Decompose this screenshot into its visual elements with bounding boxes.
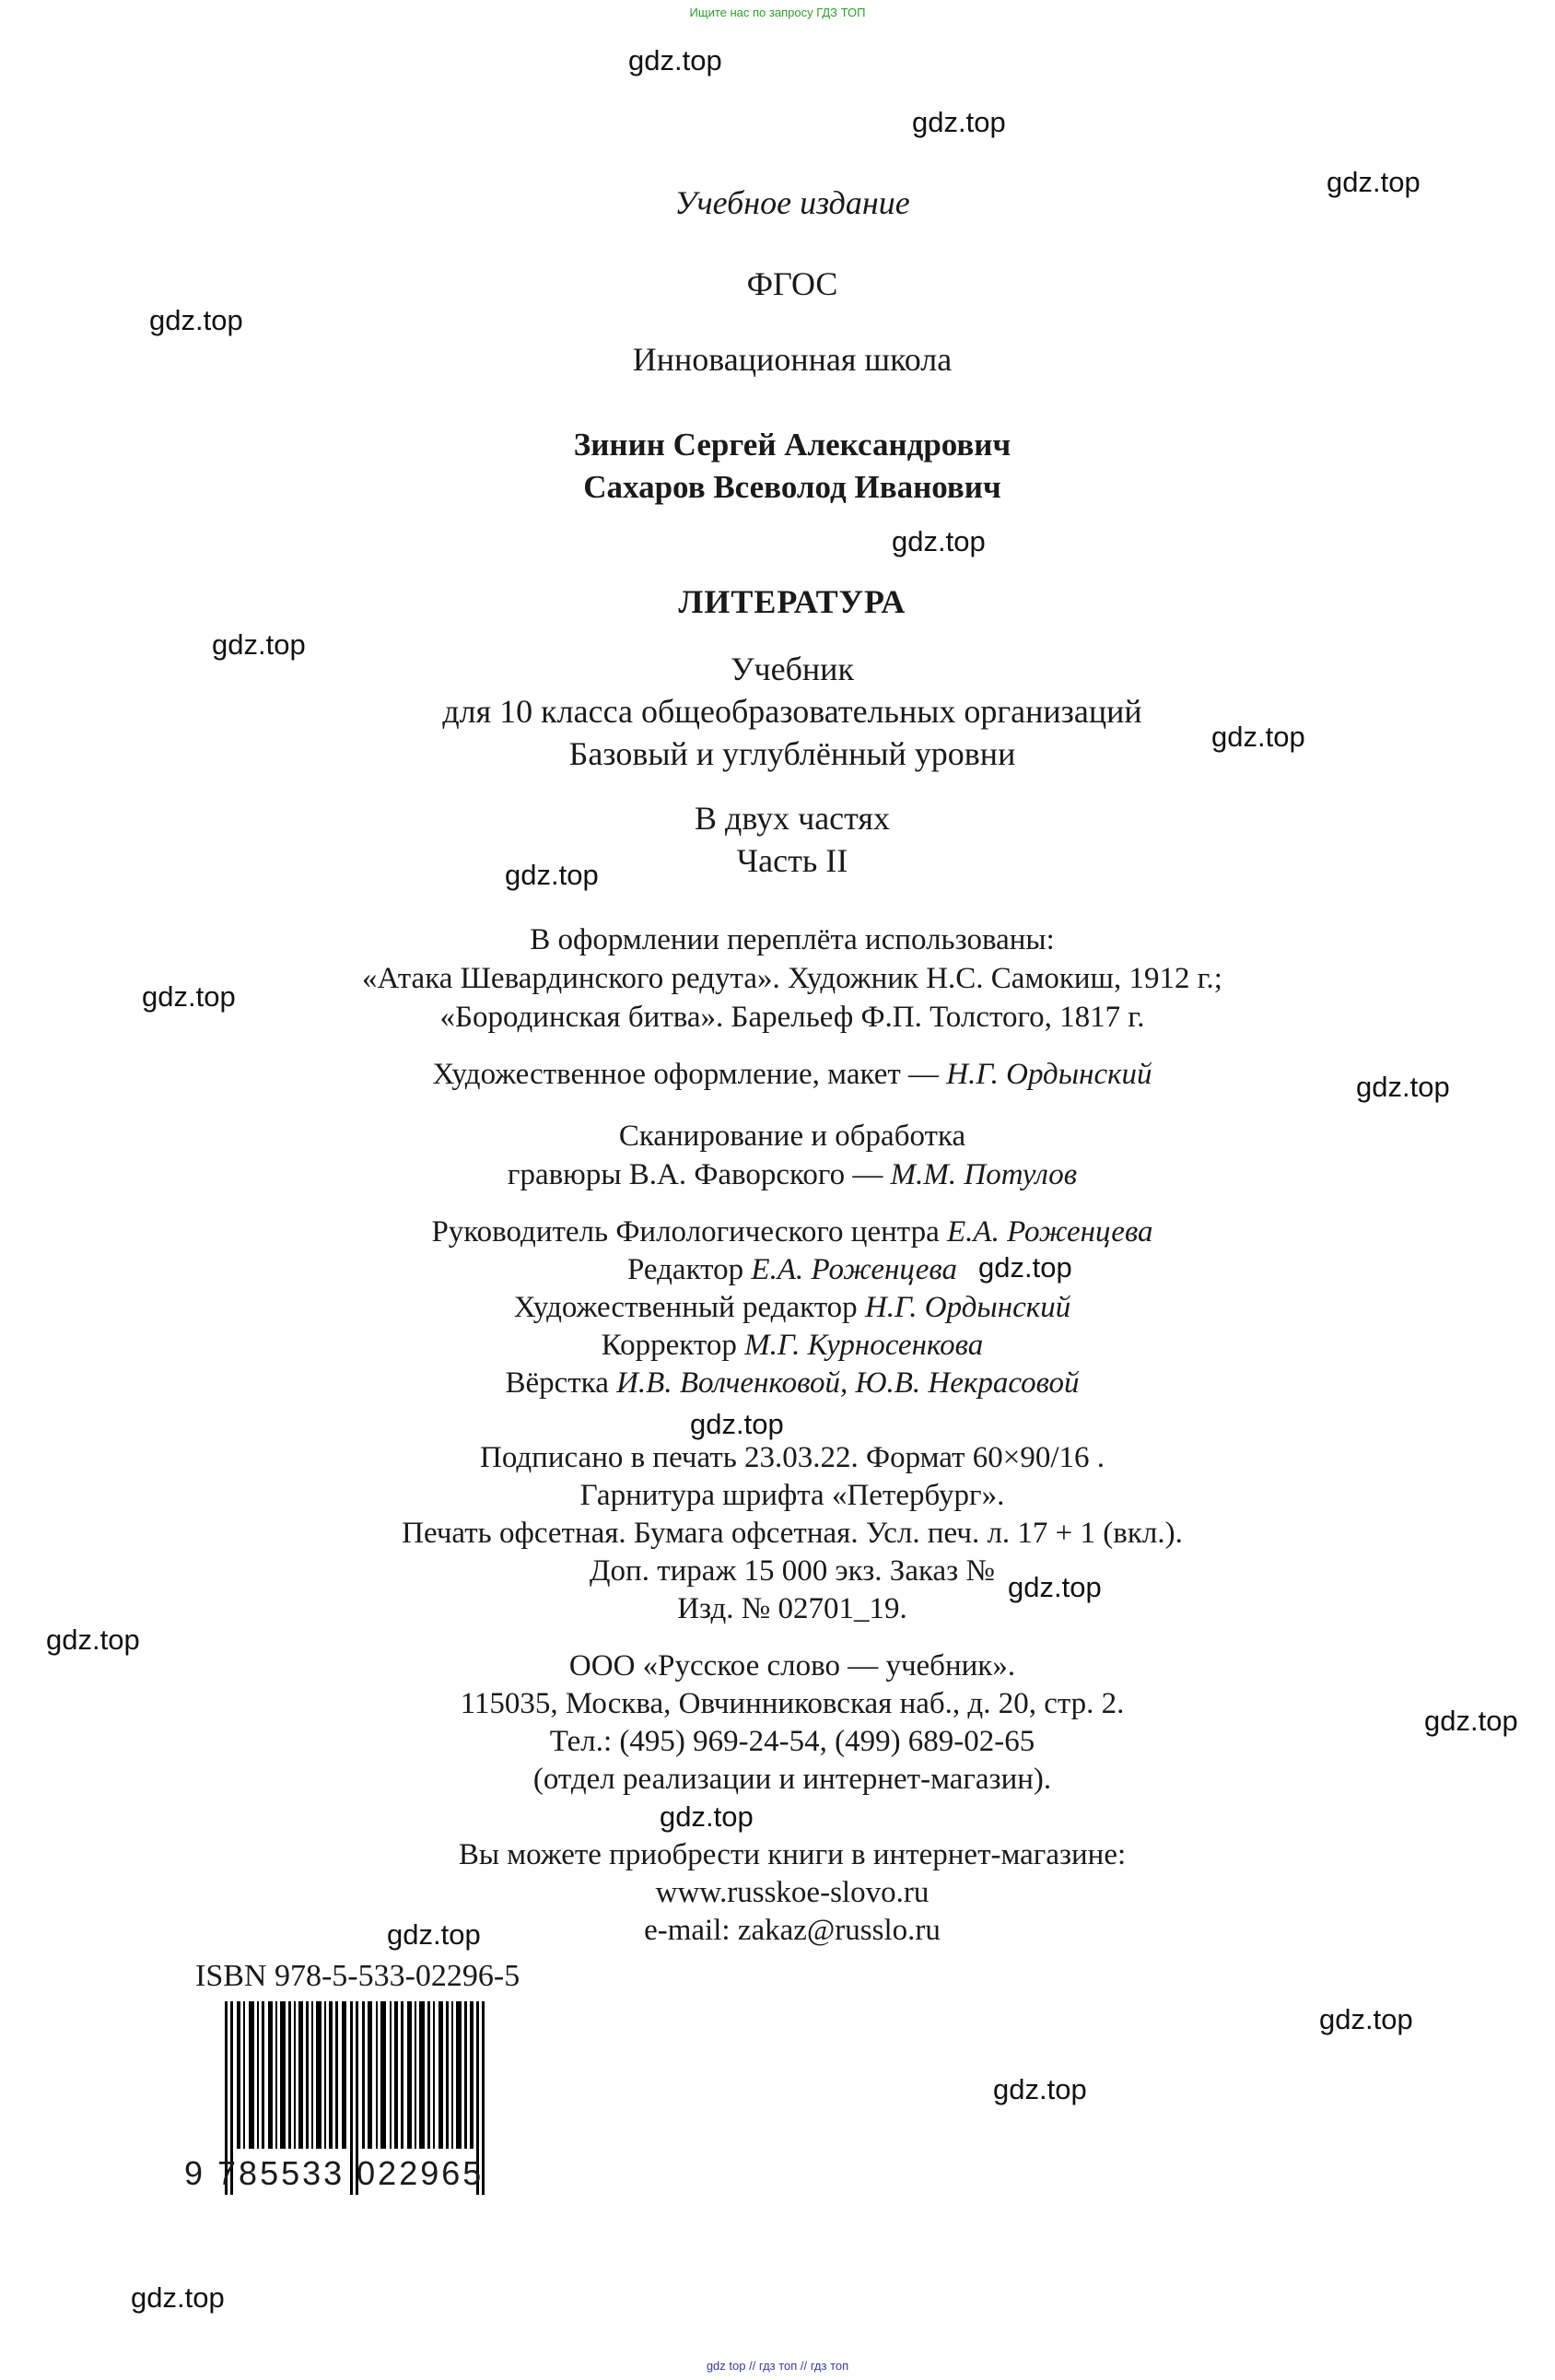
design-credit [0,1056,1555,1094]
cover-note-line: «Атака Шевардинского редута». Художник Н.С. Самокиш, 1912 г.; [362,962,1222,995]
print-line: Доп. тираж 15 000 экз. Заказ № [590,1554,995,1588]
watermark: gdz.top [690,1408,784,1440]
book-subtitle [0,648,1555,775]
print-line: Печать офсетная. Бумага офсетная. Усл. печ. л. 17 + 1 (вкл.). [402,1517,1183,1550]
watermark: gdz.top [505,859,599,891]
scanning-label: гравюры В.А. Фаворского — [507,1158,883,1191]
subtitle-line: Базовый и углублённый уровни [568,735,1016,772]
part-line: Часть II [736,842,848,879]
print-line: Подписано в печать 23.03.22. Формат 60×90/16 . [480,1441,1105,1474]
design-name: Н.Г. Ордынский [946,1058,1152,1091]
watermark: gdz.top [660,1800,754,1833]
publisher-line: Тел.: (495) 969-24-54, (499) 689-02-65 [549,1725,1035,1758]
parts-line: В двух частях [695,800,890,837]
watermark: gdz.top [46,1624,140,1656]
watermark: gdz.top [387,1918,481,1951]
cover-note-line: «Бородинская битва». Барельеф Ф.П. Толстого, 1817 г. [439,1001,1145,1034]
edition-standard: ФГОС [746,265,838,302]
subtitle-line: для 10 класса общеобразовательных организаций [442,693,1142,730]
watermark: gdz.top [212,628,306,661]
credit-role: Художественный редактор [513,1291,858,1324]
shop-url[interactable]: www.russkoe-slovo.ru [655,1876,929,1909]
publisher-line: ООО «Русское слово — учебник». [568,1649,1016,1682]
top-banner: Ищите нас по запросу ГДЗ ТОП [689,6,866,19]
author: Зинин Сергей Александрович [573,427,1011,463]
scanning-line: Сканирование и обработка [618,1120,966,1153]
credit-row [0,1327,1555,1365]
print-line: Изд. № 02701_19. [677,1592,907,1625]
bottom-banner: gdz top // гдз топ // гдз топ [706,2359,849,2373]
watermark: gdz.top [1319,2003,1413,2035]
credit-role: Вёрстка [505,1366,609,1400]
edition-type: Учебное издание [674,184,910,221]
cover-note [0,920,1555,1037]
book-title: ЛИТЕРАТУРА [678,583,906,620]
watermark: gdz.top [1008,1571,1102,1603]
watermark: gdz.top [149,304,243,336]
edition-series: Инновационная школа [632,341,953,378]
watermark: gdz.top [892,525,986,557]
publisher-info [0,1647,1555,1799]
credit-name: И.В. Волченковой, Ю.В. Некрасовой [616,1366,1080,1400]
credit-role: Руководитель Филологического центра [431,1215,940,1249]
credit-role: Корректор [601,1329,737,1362]
cover-note-line: В оформлении переплёта использованы: [530,923,1055,956]
credit-row [0,1213,1555,1251]
design-label: Художественное оформление, макет — [432,1058,940,1091]
credit-row [0,1365,1555,1402]
watermark: gdz.top [142,980,236,1013]
watermark: gdz.top [628,44,722,76]
watermark: gdz.top [912,106,1006,138]
shop-line: Вы можете приобрести книги в интернет-магазине: [458,1838,1127,1871]
credit-role: Редактор [627,1253,744,1286]
shop-email[interactable]: e-mail: zakaz@russlo.ru [644,1914,941,1947]
credits [0,1213,1555,1402]
publisher-line: 115035, Москва, Овчинниковская наб., д. 20, стр. 2. [460,1687,1125,1720]
book-parts [0,797,1555,882]
credit-row [0,1289,1555,1327]
scanning-name: М.М. Потулов [890,1158,1078,1191]
authors [0,424,1555,509]
watermark: gdz.top [1211,721,1305,753]
scanning-credit [0,1117,1555,1194]
credit-name: Н.Г. Ордынский [864,1291,1071,1324]
credit-name: Е.А. Роженцева [947,1215,1153,1249]
publisher-line: (отдел реализации и интернет-магазин). [532,1763,1052,1796]
subtitle-line: Учебник [731,651,854,687]
watermark: gdz.top [1424,1705,1518,1737]
isbn: ISBN 978-5-533-02296-5 [195,1959,520,1993]
watermark: gdz.top [993,2073,1087,2105]
credit-name: М.Г. Курносенкова [744,1329,984,1362]
watermark: gdz.top [131,2281,225,2314]
credit-row [0,1251,1555,1289]
author: Сахаров Всеволод Иванович [583,469,1001,505]
credit-name: Е.А. Роженцева [751,1253,957,1286]
watermark: gdz.top [978,1251,1072,1284]
print-line: Гарнитура шрифта «Петербург». [579,1479,1005,1512]
watermark: gdz.top [1327,166,1421,198]
print-info [0,1439,1555,1628]
watermark: gdz.top [1356,1071,1450,1103]
shop-info [0,1836,1555,1950]
barcode-digits: 9 785533 022965 [184,2154,485,2192]
